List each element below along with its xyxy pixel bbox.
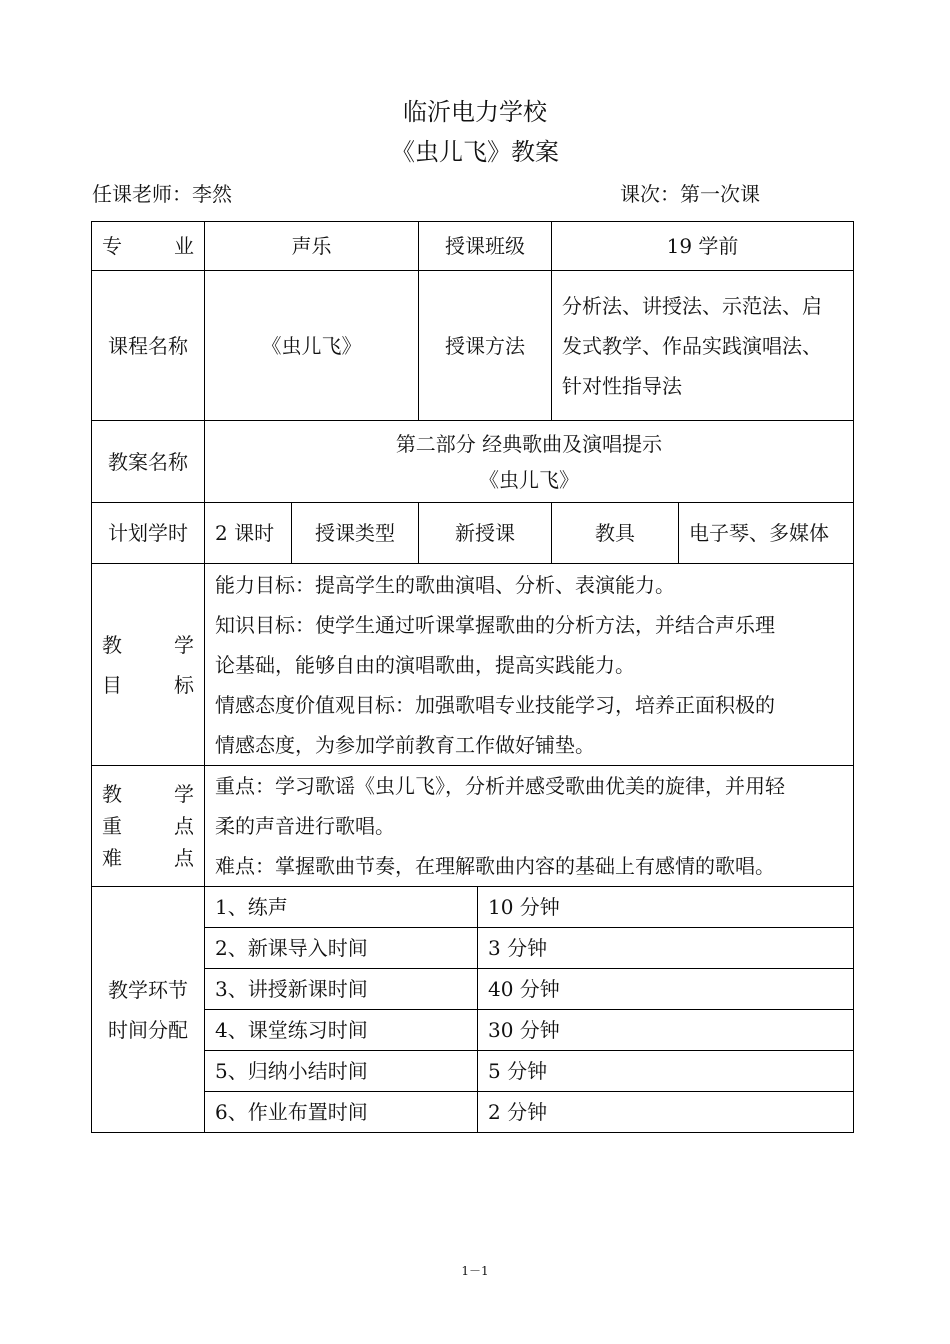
- school-name: 临沂电力学校: [403, 98, 547, 126]
- method-value: [552, 271, 854, 421]
- table-row: [92, 421, 854, 503]
- schedule-time: 40 分钟: [478, 969, 854, 1010]
- table-row: [92, 1010, 854, 1051]
- plan-name-line: 《虫儿飞》: [479, 467, 579, 492]
- method-line: 发式教学、作品实践演唱法、: [562, 333, 822, 358]
- table-row: [92, 1051, 854, 1092]
- key-point-line: 柔的声音进行歌唱。: [215, 814, 395, 838]
- schedule-time: 30 分钟: [478, 1010, 854, 1051]
- schedule-time: 3 分钟: [478, 928, 854, 969]
- key-point-line: 重点：学习歌谣《虫儿飞》，分析并感受歌曲优美的旋律，并用轻: [215, 774, 785, 798]
- table-row: [92, 928, 854, 969]
- session-label: 课次：第一次课: [620, 182, 760, 206]
- plan-name-value: [205, 421, 854, 503]
- schedule-step: 3、讲授新课时间: [205, 969, 478, 1010]
- schedule-step: 5、归纳小结时间: [205, 1051, 478, 1092]
- goal-line: 知识目标：使学生通过听课掌握歌曲的分析方法，并结合声乐理: [215, 612, 775, 637]
- table-row: [92, 564, 854, 766]
- hours-label: 计划学时: [92, 503, 205, 564]
- key-points-label: 教 学 重 点 难 点: [92, 766, 205, 887]
- class-value: 19 学前: [552, 222, 854, 271]
- schedule-step: 1、练声: [205, 887, 478, 928]
- table-row: [92, 222, 854, 271]
- goals-label: 教 学 目 标: [92, 564, 205, 766]
- schedule-time: 5 分钟: [478, 1051, 854, 1092]
- table-row: [92, 503, 854, 564]
- plan-name-label: 教案名称: [92, 421, 205, 503]
- table-row: [92, 271, 854, 421]
- schedule-time: 10 分钟: [478, 887, 854, 928]
- page-number: 1－1: [461, 1264, 489, 1278]
- major-value: 声乐: [205, 222, 419, 271]
- table-row: [92, 969, 854, 1010]
- goal-line: 情感态度，为参加学前教育工作做好铺垫。: [215, 732, 595, 757]
- tools-value: 电子琴、多媒体: [679, 503, 854, 564]
- teacher-label: 任课老师：李然: [92, 182, 232, 206]
- schedule-step: 6、作业布置时间: [205, 1092, 478, 1133]
- goals-content: [205, 564, 854, 766]
- key-point-line: 难点：掌握歌曲节奏，在理解歌曲内容的基础上有感情的歌唱。: [215, 854, 775, 878]
- course-label: 课程名称: [92, 271, 205, 421]
- document-title: 《虫儿飞》教案: [391, 138, 559, 166]
- class-label: 授课班级: [419, 222, 552, 271]
- tools-label: 教具: [552, 503, 679, 564]
- table-row: [92, 887, 854, 928]
- table-row: [92, 1092, 854, 1133]
- schedule-time: 2 分钟: [478, 1092, 854, 1133]
- schedule-step: 2、新课导入时间: [205, 928, 478, 969]
- schedule-step: 4、课堂练习时间: [205, 1010, 478, 1051]
- method-line: 针对性指导法: [562, 373, 682, 398]
- plan-name-line: 第二部分 经典歌曲及演唱提示: [395, 431, 663, 456]
- key-points-content: [205, 766, 854, 887]
- course-value: 《虫儿飞》: [205, 271, 419, 421]
- goal-line: 能力目标：提高学生的歌曲演唱、分析、表演能力。: [215, 572, 675, 597]
- type-label: 授课类型: [292, 503, 419, 564]
- major-label: 专 业: [92, 222, 205, 271]
- method-label: 授课方法: [419, 271, 552, 421]
- type-value: 新授课: [419, 503, 552, 564]
- table-row: [92, 766, 854, 887]
- goal-line: 情感态度价值观目标：加强歌唱专业技能学习，培养正面积极的: [215, 692, 775, 717]
- lesson-plan-table: [91, 221, 854, 1133]
- method-line: 分析法、讲授法、示范法、启: [562, 293, 822, 318]
- schedule-label: 教学环节 时间分配: [92, 887, 205, 1133]
- goal-line: 论基础，能够自由的演唱歌曲，提高实践能力。: [215, 652, 635, 677]
- hours-value: 2 课时: [205, 503, 292, 564]
